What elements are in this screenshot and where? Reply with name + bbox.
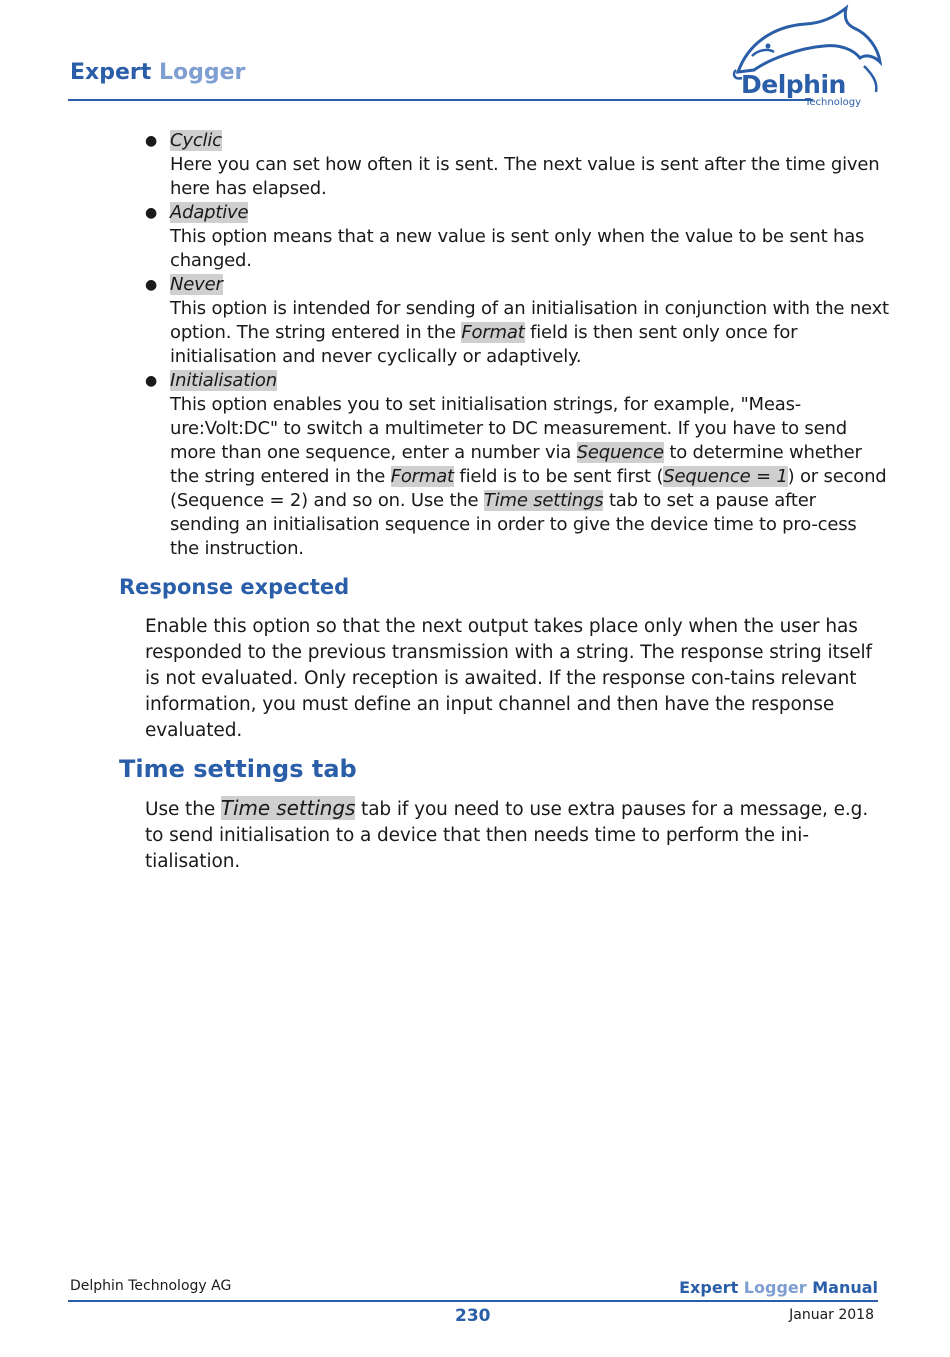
highlight-sequence-1: Sequence = 1	[663, 466, 788, 487]
highlight-format: Format	[461, 322, 525, 343]
list-item	[145, 129, 890, 201]
highlight-time-settings: Time settings	[483, 490, 604, 511]
option-desc-part: field is then sent only once for initialisation and never cyclically or adaptively.	[170, 322, 798, 367]
options-list	[145, 129, 890, 561]
highlight-sequence: Sequence	[576, 442, 664, 463]
header-rule	[68, 99, 813, 101]
highlight-format: Format	[390, 466, 454, 487]
paragraph-part: tab if you need to use extra pauses for a message, e.g. to send initialisation to a device that then needs time to perform the ini-tialisation.	[145, 799, 869, 872]
highlight-time-settings: Time settings	[220, 796, 356, 820]
option-term: Never	[170, 274, 223, 295]
bullet-icon: ●	[145, 373, 158, 389]
header-title-word-logger: Logger	[158, 60, 246, 85]
list-item	[145, 201, 890, 273]
option-desc-part: tab to set a pause after sending an initialisation sequence in order to give the device time to pro-cess the instruction.	[170, 490, 857, 559]
option-desc-part: This option enables you to set initialisation strings, for example, "Meas-ure:Volt:DC" to switch a multimeter to DC measurement. If you have to send more than one sequence, enter a number via	[170, 394, 847, 463]
footer-title-word-manual: Manual	[812, 1278, 878, 1297]
header-title-word-expert: Expert	[70, 60, 152, 85]
section-heading-response-expected: Response expected	[119, 575, 350, 599]
page-number: 230	[455, 1306, 491, 1326]
list-item	[145, 369, 890, 561]
paragraph-part: Use the	[145, 799, 221, 820]
header-title	[70, 60, 245, 85]
option-desc: Here you can set how often it is sent. The next value is sent after the time given here has elapsed.	[170, 154, 880, 199]
footer-company: Delphin Technology AG	[70, 1278, 232, 1294]
option-term: Cyclic	[170, 130, 222, 151]
option-term: Initialisation	[170, 370, 277, 391]
footer-rule	[68, 1300, 878, 1302]
response-expected-paragraph: Enable this option so that the next output takes place only when the user has responded to the previous transmission with a string. The response string itself is not evaluated. Only reception is awaited. If the response con-tains relevant information, you must define an input channel and then have the response evaluated.	[145, 616, 872, 741]
logo-text: Delphin	[741, 70, 846, 99]
footer-title-word-expert: Expert	[679, 1278, 739, 1297]
option-term: Adaptive	[170, 202, 249, 223]
option-desc: This option means that a new value is sent only when the value to be sent has changed.	[170, 226, 865, 271]
option-desc-part: field is to be sent first (	[453, 466, 664, 487]
footer-date: Januar 2018	[789, 1307, 874, 1323]
bullet-icon: ●	[145, 277, 158, 293]
option-desc-part: ) or second (Sequence = 2) and so on. Use the	[170, 466, 887, 511]
option-desc-part: to determine whether the string entered in the	[170, 442, 862, 487]
time-settings-paragraph	[145, 795, 885, 875]
footer-title-word-logger: Logger	[743, 1278, 807, 1297]
bullet-icon: ●	[145, 133, 158, 149]
bullet-icon: ●	[145, 205, 158, 221]
footer-title	[679, 1278, 878, 1297]
option-desc-part: This option is intended for sending of an initialisation in conjunction with the next option. The string entered in the	[170, 298, 889, 343]
list-item	[145, 273, 890, 369]
logo-subtext: Technology	[805, 97, 862, 108]
section-heading-time-settings: Time settings tab	[119, 755, 357, 783]
